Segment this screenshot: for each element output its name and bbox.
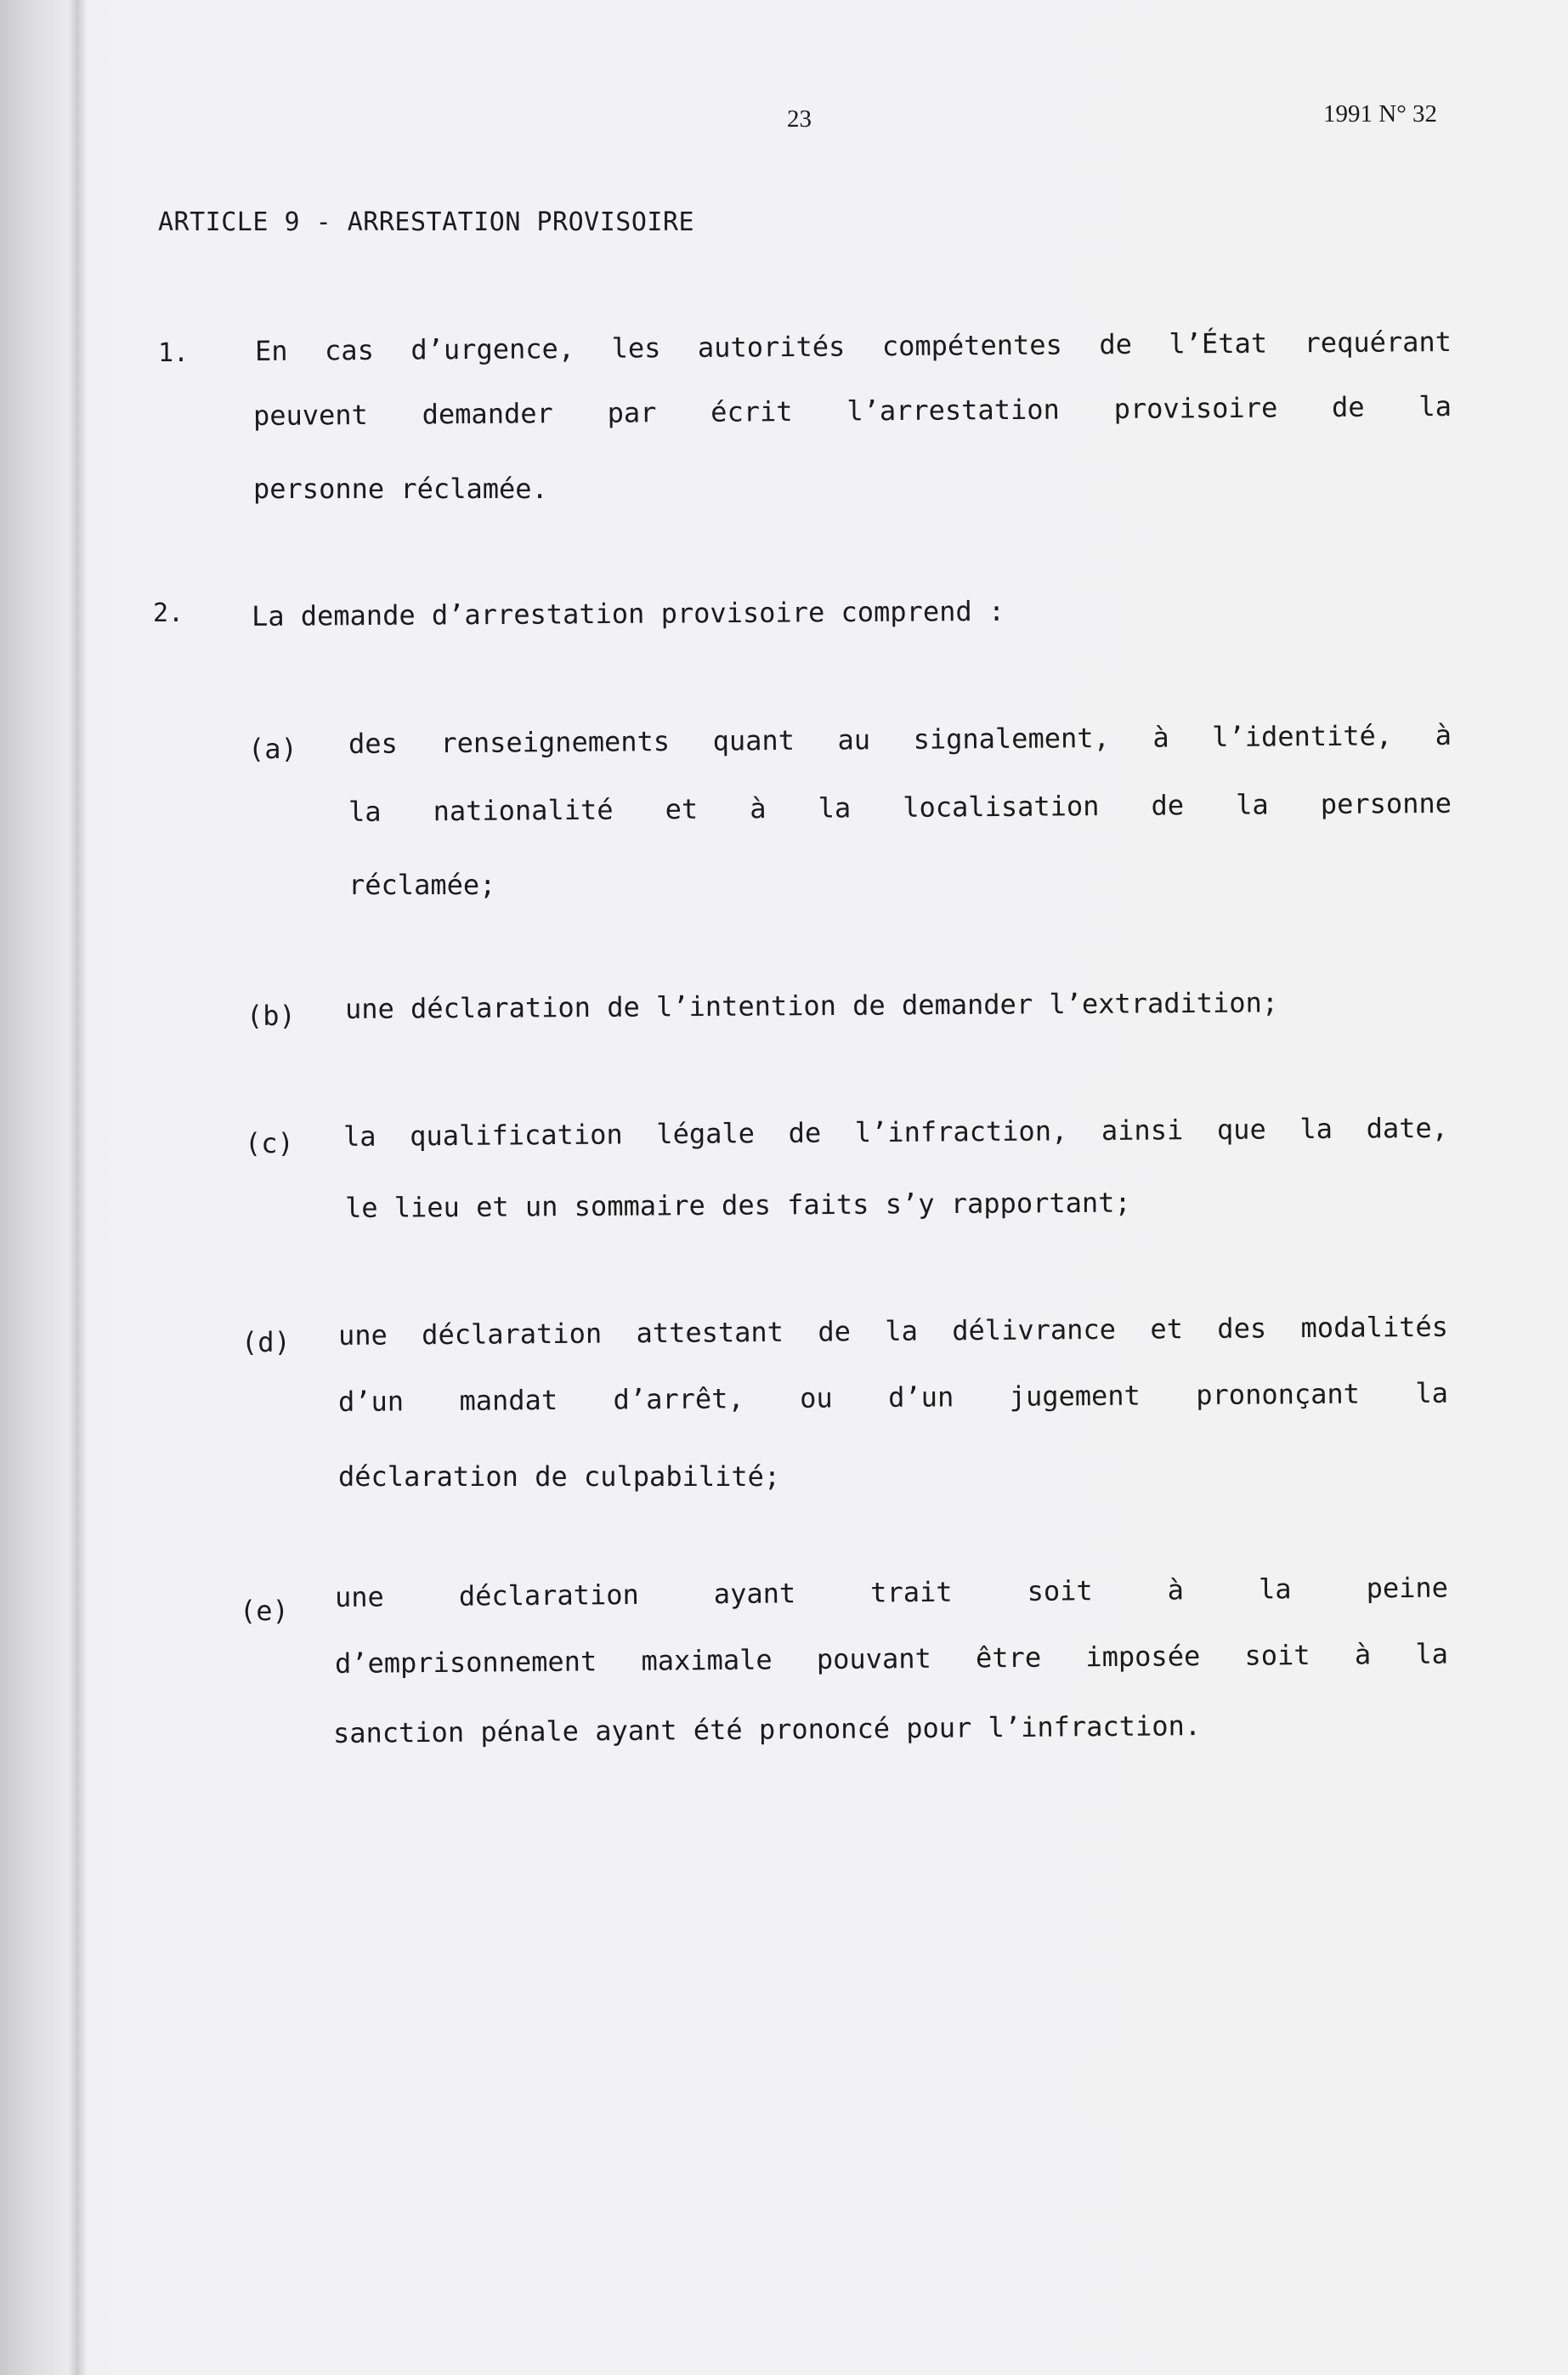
book-spine-shadow: [68, 0, 87, 2375]
item-line: une déclaration attestant de la délivrance et des modalités: [337, 1310, 1449, 1352]
item-label: (d): [241, 1326, 291, 1358]
item-line: des renseignements quant au signalement, à l’identité, à: [348, 718, 1452, 760]
item-label: (b): [246, 1000, 296, 1032]
item-line: réclamée;: [348, 869, 496, 901]
paragraph-number: 1.: [158, 338, 190, 368]
paragraph-line: La demande d’arrestation provisoire comprend :: [251, 594, 1005, 632]
item-line: d’un mandat d’arrêt, ou d’un jugement prononçant la: [337, 1376, 1449, 1418]
paragraph-line: personne réclamée.: [253, 473, 548, 505]
item-label: (a): [248, 733, 297, 765]
document-reference: 1991 N° 32: [1323, 100, 1438, 128]
item-line: la nationalité et à la localisation de la personne: [348, 786, 1452, 828]
item-line: sanction pénale ayant été prononcé pour l’infraction.: [332, 1709, 1202, 1749]
item-line: d’emprisonnement maximale pouvant être imposée soit à la: [334, 1637, 1449, 1680]
paragraph-line: En cas d’urgence, les autorités compétentes de l’État requérant: [254, 325, 1452, 367]
paragraph-number: 2.: [153, 598, 184, 628]
item-line: une déclaration ayant trait soit à la peine: [334, 1571, 1449, 1613]
page-number: 23: [787, 105, 812, 133]
paragraph-line: peuvent demander par écrit l’arrestation provisoire de la: [252, 389, 1452, 432]
article-heading: ARTICLE 9 - ARRESTATION PROVISOIRE: [158, 207, 695, 237]
item-line: une déclaration de l’intention de demander l’extradition;: [344, 986, 1279, 1025]
item-line: déclaration de culpabilité;: [338, 1460, 781, 1493]
item-line: la qualification légale de l’infraction, ainsi que la date,: [342, 1111, 1449, 1153]
item-label: (e): [240, 1595, 289, 1627]
item-line: le lieu et un sommaire des faits s’y rapportant;: [344, 1186, 1131, 1224]
item-label: (c): [245, 1127, 294, 1159]
